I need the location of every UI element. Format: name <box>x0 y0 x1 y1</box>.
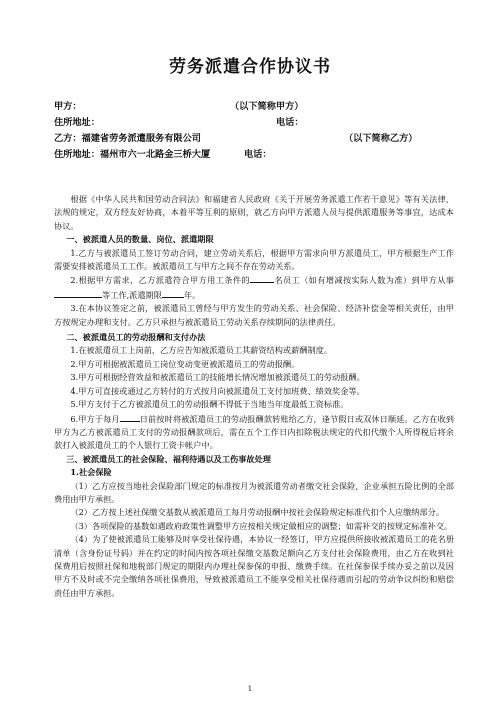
party-b-phone-label: 电话： <box>244 149 272 160</box>
section-1-item-3: 3.在本协议签定之前，被派遣员工曾经与甲方发生的劳动关系、社会保险、经济补偿金等相关责任，由甲方按规定办理和支付。乙方只承担与被派遣员工劳动关系存续期间的法律责任。 <box>54 303 454 327</box>
section-2-item-4: 4.甲方可直接或通过乙方转付的方式按月向被派遣员工支付加班费、绩效奖金等。 <box>70 385 365 396</box>
section-2-item-6: 6.甲方于每月 日前按时将被派遣员工的劳动报酬款转账给乙方，逢节假日或双休日顺延。乙方在收到甲方为乙方被派遣员工支付的劳动报酬款项后，需在五个工作日内扣除税法规定的代扣代缴个人所得税后将余款打入被派遣员工的个人银行工资卡帐户中。 <box>54 413 454 451</box>
page-title: 劳务派遣合作协议书 <box>169 57 331 77</box>
section-1-item-2: 2.根据甲方需求，乙方派遣符合甲方用工条件的 名员工（如有增减按实际人数为准）到甲方从事等工作,派遣期限 年。 <box>54 273 454 302</box>
section-2-title: 二、被派遣员工的劳动报酬和支付办法 <box>66 332 206 343</box>
intro-paragraph: 根据《中华人民共和国劳动合同法》和福建省人民政府《关于开展劳务派遣工作若干意见》等有关法律、法规的规定，双方经友好协商，本着平等互利的原则，就乙方向甲方派遣人员与提供派遣服务等事宜，达成本协议。 <box>54 194 454 231</box>
party-a-address-label: 住所地址： <box>54 117 100 128</box>
agreement-body <box>54 193 454 600</box>
section-1-title: 一、被派遣人员的数量、岗位、派遣期限 <box>66 234 214 245</box>
section-2-item-5: 5.甲方支付于乙方被派遣员工的劳动报酬不得低于当地当年度最低工资标准。 <box>70 399 349 410</box>
section-3-item-4: （4）为了使被派遣员工能够及时享受社保待遇，本协议一经签订，甲方应提供所接收被派遣员工的花名册清单（含身份证号码）并在约定的时间内按各项社保缴交基数足额向乙方支付社会保险费用，由乙方在收到社保费用后按照社保和地税部门规定的期限内办理社保参保的申报、缴费手续。在社保参保手续办妥之前以及因甲方不及时或不完全缴纳各项社保费用，导致被派遣员工不能享受相关社保待遇而引起的劳动争议纠纷和赔偿责任由甲方承担。 <box>54 534 454 598</box>
party-a-label: 甲方： <box>54 101 82 112</box>
section-3-title: 三、被派遣员工的社会保险、福利待遇以及工伤事故处理 <box>66 453 271 464</box>
section-3-item-2: （2）乙方按上述社保缴交基数从被派遣员工每月劳动报酬中按社会保险规定标准代扣个人应缴纳部分。 <box>70 507 445 518</box>
section-2-item-2: 2.甲方可根据被派遣员工岗位变动变更被派遣员工的劳动报酬。 <box>70 358 300 369</box>
section-2-item-1: 1.在被派遣员工上岗前，乙方应告知被派遣员工其薪资结构或薪酬制度。 <box>70 345 333 356</box>
page-number: 1 <box>247 685 253 693</box>
section-3-subtitle: 1.社会保险 <box>70 467 112 478</box>
party-b-short: （以下简称乙方） <box>344 133 418 144</box>
job-type-blank <box>54 288 102 298</box>
section-3-item-1: （1）乙方应按当地社会保险部门规定的标准按月为被派遣劳动者缴交社会保险，企业承担五险比例的全部费用由甲方承担。 <box>54 480 454 504</box>
party-b-address: 住所地址：福州市六一北路金三桥大厦 <box>54 149 211 160</box>
party-a-phone-label: 电话： <box>276 117 304 128</box>
term-blank <box>162 288 184 298</box>
section-3-item-3: （3）各项保险的基数如遇政府政策性调整甲方应按相关规定做相应的调整；如需补交的按规定标准补交。 <box>70 520 453 531</box>
section-2-item-3: 3.甲方可根据经营效益和被派遣员工的技能增长情况增加被派遣员工的劳动报酬。 <box>70 372 365 383</box>
headcount-blank <box>250 273 274 283</box>
pay-day-blank <box>120 412 140 422</box>
party-b-name: 乙方：福建省劳务派遣服务有限公司 <box>54 133 201 144</box>
section-1-item-1: 1.乙方与被派遣员工签订劳动合同，建立劳动关系后，根据甲方需求向甲方派遣员工，甲方根据生产工作需要安排被派遣员工工作。被派遣员工与甲方之间不存在劳动关系。 <box>54 247 454 272</box>
party-a-short: （以下简称甲方） <box>230 101 304 112</box>
